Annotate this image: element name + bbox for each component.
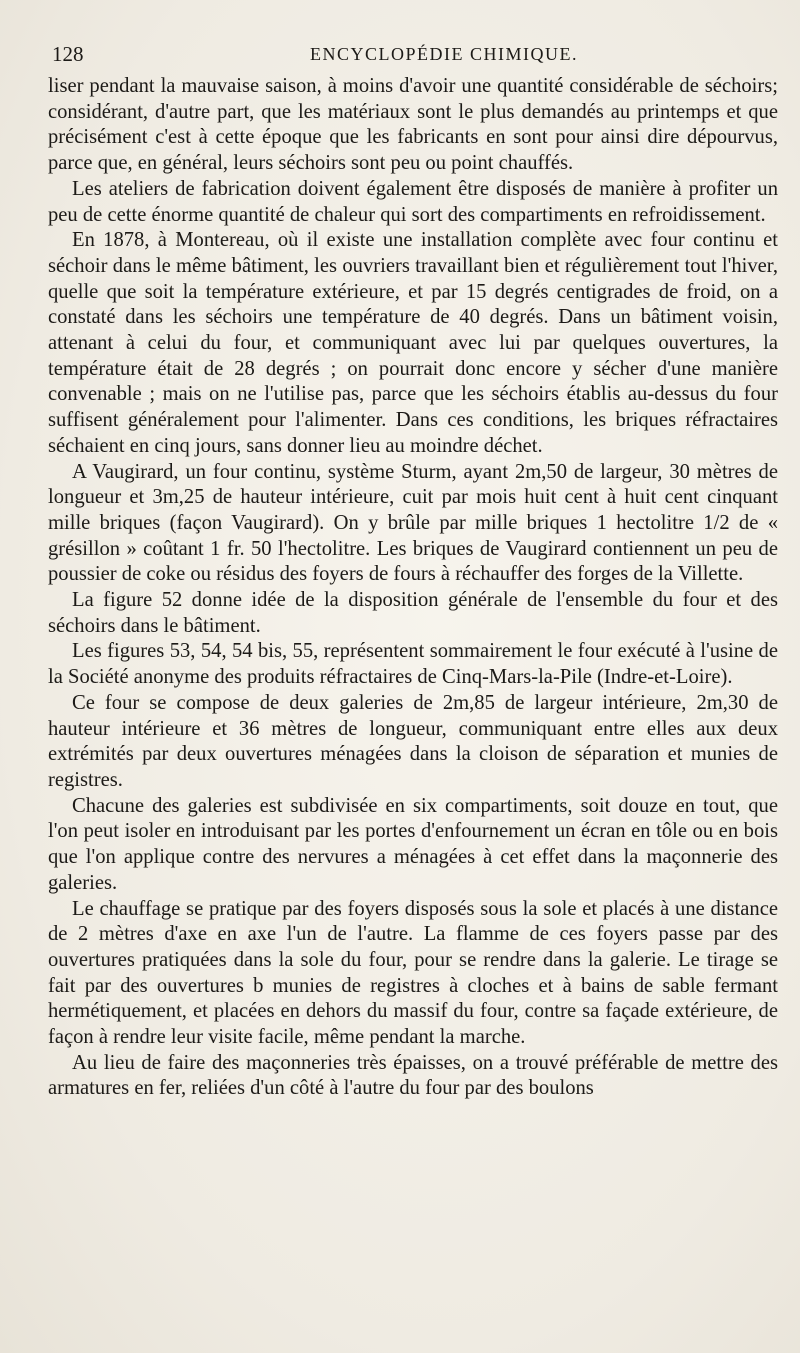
body-text	[48, 74, 778, 1102]
paragraph-2: Les ateliers de fabrication doivent également être disposés de manière à profiter un peu de cette énorme quantité de chaleur qui sort des compartiments en refroidissement.	[48, 177, 778, 226]
paragraph-9: Le chauffage se pratique par des foyers disposés sous la sole et placés à une distance de 2 mètres d'axe en axe l'un de l'autre. La flamme de ces foyers passe par des ouvertures pratiquées dans la sole du four, pour se rendre dans la galerie. Le tirage se fait par des ouvertures b munies de registres à cloches et à bains de sable fermant hermétiquement, et placées en dehors du massif du four, contre sa façade extérieure, de façon à rendre leur visite facile, même pendant la marche.	[48, 897, 778, 1049]
paragraph-4: A Vaugirard, un four continu, système Sturm, ayant 2m,50 de largeur, 30 mètres de longueur et 3m,25 de hauteur intérieure, cuit par mois huit cent à huit cent cinquant mille briques (façon Vaugirard). On y brûle par mille briques 1 hectolitre 1/2 de « grésillon » coûtant 1 fr. 50 l'hectolitre. Les briques de Vaugirard contiennent un peu de poussier de coke ou résidus des foyers de fours à réchauffer des forges de la Villette.	[48, 460, 778, 586]
running-title: ENCYCLOPÉDIE CHIMIQUE.	[310, 44, 578, 64]
page-header	[52, 42, 752, 70]
page-number: 128	[52, 42, 84, 66]
paragraph-5: La figure 52 donne idée de la disposition générale de l'ensemble du four et des séchoirs dans le bâtiment.	[48, 589, 778, 637]
paragraph-10: Au lieu de faire des maçonneries très épaisses, on a trouvé préférable de mettre des armatures en fer, reliées d'un côté à l'autre du four par des boulons	[48, 1051, 778, 1100]
paragraph-3: En 1878, à Montereau, où il existe une installation complète avec four continu et séchoir dans le même bâtiment, les ouvriers travaillant bien et régulièrement tout l'hiver, quelle que soit la température extérieure, et par 15 degrés centigrades de froid, on a constaté dans les séchoirs une température de 40 degrés. Dans un bâtiment voisin, attenant à celui du four, et communiquant avec lui par quelques ouvertures, la température était de 28 degrés ; on pourrait donc encore y sécher d'une manière convenable ; mais on ne l'utilise pas, parce que les séchoirs établis au-dessus du four suffisent généralement pour l'alimenter. Dans ces conditions, les briques réfractaires séchaient en cinq jours, sans donner lieu au moindre déchet.	[48, 229, 778, 457]
paragraph-6: Les figures 53, 54, 54 bis, 55, représentent sommairement le four exécuté à l'usine de la Société anonyme des produits réfractaires de Cinq-Mars-la-Pile (Indre-et-Loire).	[48, 640, 778, 689]
paragraph-8: Chacune des galeries est subdivisée en six compartiments, soit douze en tout, que l'on peut isoler en introduisant par les portes d'enfournement un écran en tôle ou en bois que l'on applique contre des nervures a ménagées à cet effet dans la maçonnerie des galeries.	[48, 794, 778, 894]
paragraph-1: liser pendant la mauvaise saison, à moins d'avoir une quantité considérable de séchoirs; considérant, d'autre part, que les matériaux sont le plus demandés au printemps et que précisément c'est à cette époque que les fabricants en sont pour ainsi dire dépourvus, parce que, en général, leurs séchoirs sont peu ou point chauffés.	[48, 75, 778, 175]
paragraph-7: Ce four se compose de deux galeries de 2m,85 de largeur intérieure, 2m,30 de hauteur intérieure et 36 mètres de longueur, communiquant entre elles aux deux extrémités par deux ouvertures ménagées dans la cloison de séparation et munies de registres.	[48, 691, 778, 791]
